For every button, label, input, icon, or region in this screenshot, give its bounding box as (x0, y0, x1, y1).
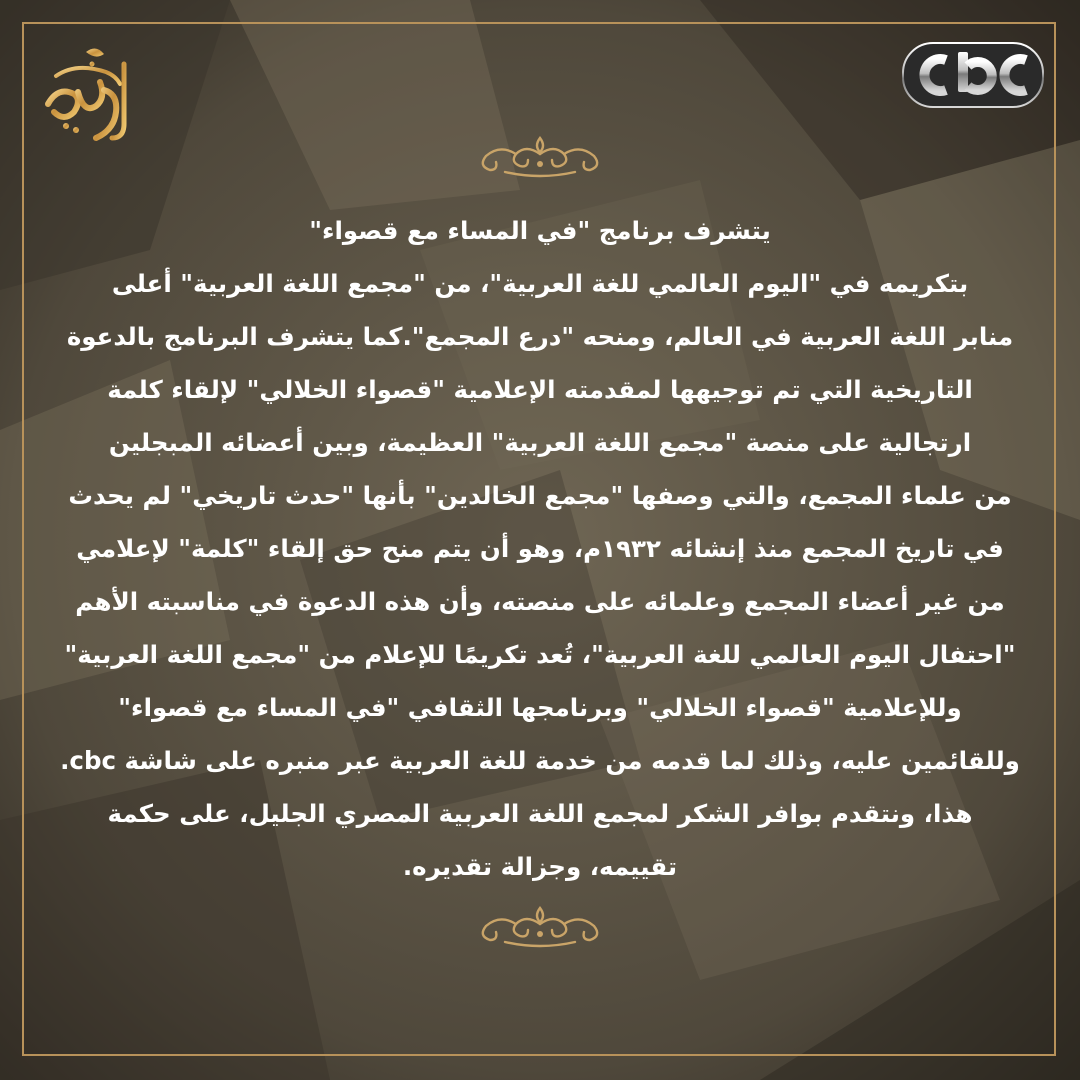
article-line-13: تقييمه، وجزالة تقديره. (402, 852, 678, 881)
article-line-6: من علماء المجمع، والتي وصفها "مجمع الخالدين" بأنها "حدث تاريخي" لم يحدث (68, 481, 1012, 510)
article-line-11: وللقائمين عليه، وذلك لما قدمه من خدمة للغة العربية عبر منبره على شاشة cbc. (60, 746, 1020, 775)
article-line-5: ارتجالية على منصة "مجمع اللغة العربية" العظيمة، وبين أعضائه المبجلين (108, 428, 972, 457)
article-line-9: "احتفال اليوم العالمي للغة العربية"، تُعد تكريمًا للإعلام من "مجمع اللغة العربية" (64, 640, 1016, 669)
article-line-4: التاريخية التي تم توجيهها لمقدمته الإعلامية "قصواء الخلالي" لإلقاء كلمة (107, 375, 973, 404)
announcement-text (30, 204, 1050, 893)
article-line-10: وللإعلامية "قصواء الخلالي" وبرنامجها الثقافي "في المساء مع قصواء" (118, 693, 962, 722)
article-line-2: بتكريمه في "اليوم العالمي للغة العربية"، من "مجمع اللغة العربية" أعلى (111, 269, 969, 298)
ornament-flourish-icon (475, 900, 605, 950)
article-line-12: هذا، ونتقدم بوافر الشكر لمجمع اللغة العربية المصري الجليل، على حكمة (107, 799, 973, 828)
ornament-flourish-icon (475, 130, 605, 180)
cbc-channel-logo (902, 42, 1044, 108)
article-line-1: يتشرف برنامج "في المساء مع قصواء" (309, 216, 771, 245)
article-line-7: في تاريخ المجمع منذ إنشائه ١٩٣٢م، وهو أن يتم منح حق إلقاء "كلمة" لإعلامي (76, 534, 1004, 563)
program-logo (26, 34, 146, 154)
article-line-8: من غير أعضاء المجمع وعلمائه على منصته، وأن هذه الدعوة في مناسبته الأهم (75, 587, 1005, 616)
article-line-3: منابر اللغة العربية في العالم، ومنحه "درع المجمع".كما يتشرف البرنامج بالدعوة (66, 322, 1014, 351)
